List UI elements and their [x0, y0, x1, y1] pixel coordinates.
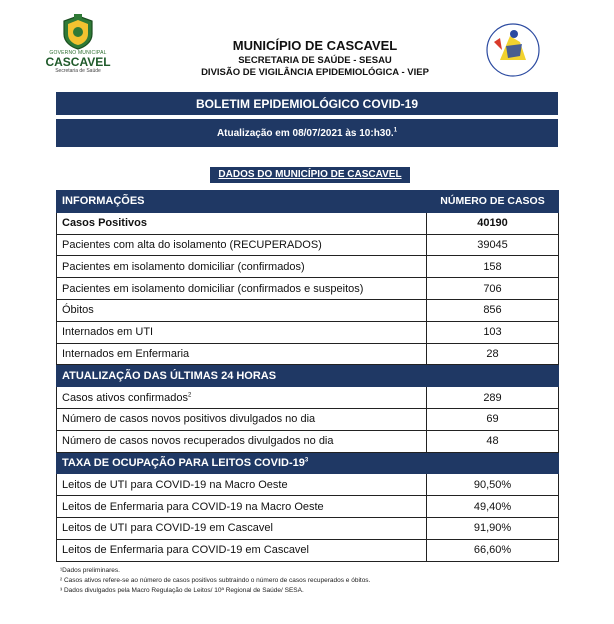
row-value: 40190 [427, 212, 559, 234]
row-label: Pacientes em isolamento domiciliar (confirmados e suspeitos) [57, 278, 427, 300]
logo-gov-text: GOVERNO MUNICIPAL [49, 50, 107, 56]
logo-city-text: CASCAVEL [45, 55, 111, 69]
row-label: Leitos de Enfermaria para COVID-19 em Cascavel [57, 539, 427, 561]
viep-logo-icon [480, 20, 546, 80]
row-label: Leitos de Enfermaria para COVID-19 na Macro Oeste [57, 496, 427, 518]
row-value: 48 [427, 430, 559, 452]
row-label-text: Casos ativos confirmados [62, 391, 188, 404]
footnote-2: ² Casos ativos refere-se ao número de casos positivos subtraindo o número de casos recuperados e óbitos. [60, 577, 371, 584]
table-row [57, 234, 559, 256]
row-value: 289 [427, 387, 559, 409]
footnote-1: ¹Dados preliminares. [60, 567, 120, 574]
table-row [57, 343, 559, 365]
table-row [57, 387, 559, 409]
bulletin-update [56, 119, 558, 147]
row-value: 28 [427, 343, 559, 365]
section-occupancy-row [57, 452, 559, 474]
table-row [57, 474, 559, 496]
covid-data-table [56, 190, 559, 562]
bulletin-title: BOLETIM EPIDEMIOLÓGICO COVID-19 [56, 92, 558, 117]
row-label: Casos Positivos [57, 212, 427, 234]
row-label [57, 387, 427, 409]
row-value: 66,60% [427, 539, 559, 561]
row-label: Internados em UTI [57, 321, 427, 343]
footnote-mark: 3 [304, 457, 309, 464]
section-title: DADOS DO MUNICÍPIO DE CASCAVEL [210, 167, 410, 183]
row-value: 69 [427, 408, 559, 430]
table-header-row [57, 191, 559, 213]
occupancy-title-text: TAXA DE OCUPAÇÃO PARA LEITOS COVID-19 [62, 456, 305, 469]
row-value: 706 [427, 278, 559, 300]
logo-sec-text: Secretaria de Saúde [55, 68, 101, 74]
table-row [57, 539, 559, 561]
table-row [57, 212, 559, 234]
row-value: 49,40% [427, 496, 559, 518]
header-secretariat: SECRETARIA DE SAÚDE - SESAU [238, 55, 392, 66]
cascavel-logo [38, 14, 118, 82]
section-24h-title: ATUALIZAÇÃO DAS ÚLTIMAS 24 HORAS [57, 365, 427, 387]
section-24h-empty [427, 365, 559, 387]
row-label: Pacientes com alta do isolamento (RECUPERADOS) [57, 234, 427, 256]
table-row [57, 408, 559, 430]
section-occupancy-empty [427, 452, 559, 474]
table-row [57, 256, 559, 278]
row-label: Óbitos [57, 299, 427, 321]
row-label: Pacientes em isolamento domiciliar (confirmados) [57, 256, 427, 278]
header-division: DIVISÃO DE VIGILÂNCIA EPIDEMIOLÓGICA - VIEP [201, 67, 429, 78]
table-row [57, 430, 559, 452]
section-24h-row [57, 365, 559, 387]
update-footnote-mark: 1 [393, 127, 398, 134]
row-value: 90,50% [427, 474, 559, 496]
row-value: 158 [427, 256, 559, 278]
row-value: 856 [427, 299, 559, 321]
row-label: Número de casos novos positivos divulgados no dia [57, 408, 427, 430]
table-row [57, 496, 559, 518]
footnote-mark: 2 [187, 391, 192, 398]
table-row [57, 321, 559, 343]
viep-logo [480, 20, 546, 80]
footnotes [60, 566, 560, 596]
row-value: 39045 [427, 234, 559, 256]
row-label: Leitos de UTI para COVID-19 na Macro Oeste [57, 474, 427, 496]
table-row [57, 517, 559, 539]
row-label: Internados em Enfermaria [57, 343, 427, 365]
row-label: Número de casos novos recuperados divulgados no dia [57, 430, 427, 452]
footnote-3: ³ Dados divulgados pela Macro Regulação de Leitos/ 10ª Regional de Saúde/ SESA. [60, 587, 304, 594]
cascavel-coat-of-arms-icon [61, 14, 95, 50]
header-info: INFORMAÇÕES [57, 191, 427, 213]
update-text: Atualização em 08/07/2021 às 10:h30. [216, 128, 394, 139]
table-row [57, 278, 559, 300]
header-municipality: MUNICÍPIO DE CASCAVEL [232, 38, 398, 53]
row-label: Leitos de UTI para COVID-19 em Cascavel [57, 517, 427, 539]
section-occupancy-title [57, 452, 427, 474]
header-cases: NÚMERO DE CASOS [427, 191, 559, 213]
row-value: 103 [427, 321, 559, 343]
table-row [57, 299, 559, 321]
row-value: 91,90% [427, 517, 559, 539]
